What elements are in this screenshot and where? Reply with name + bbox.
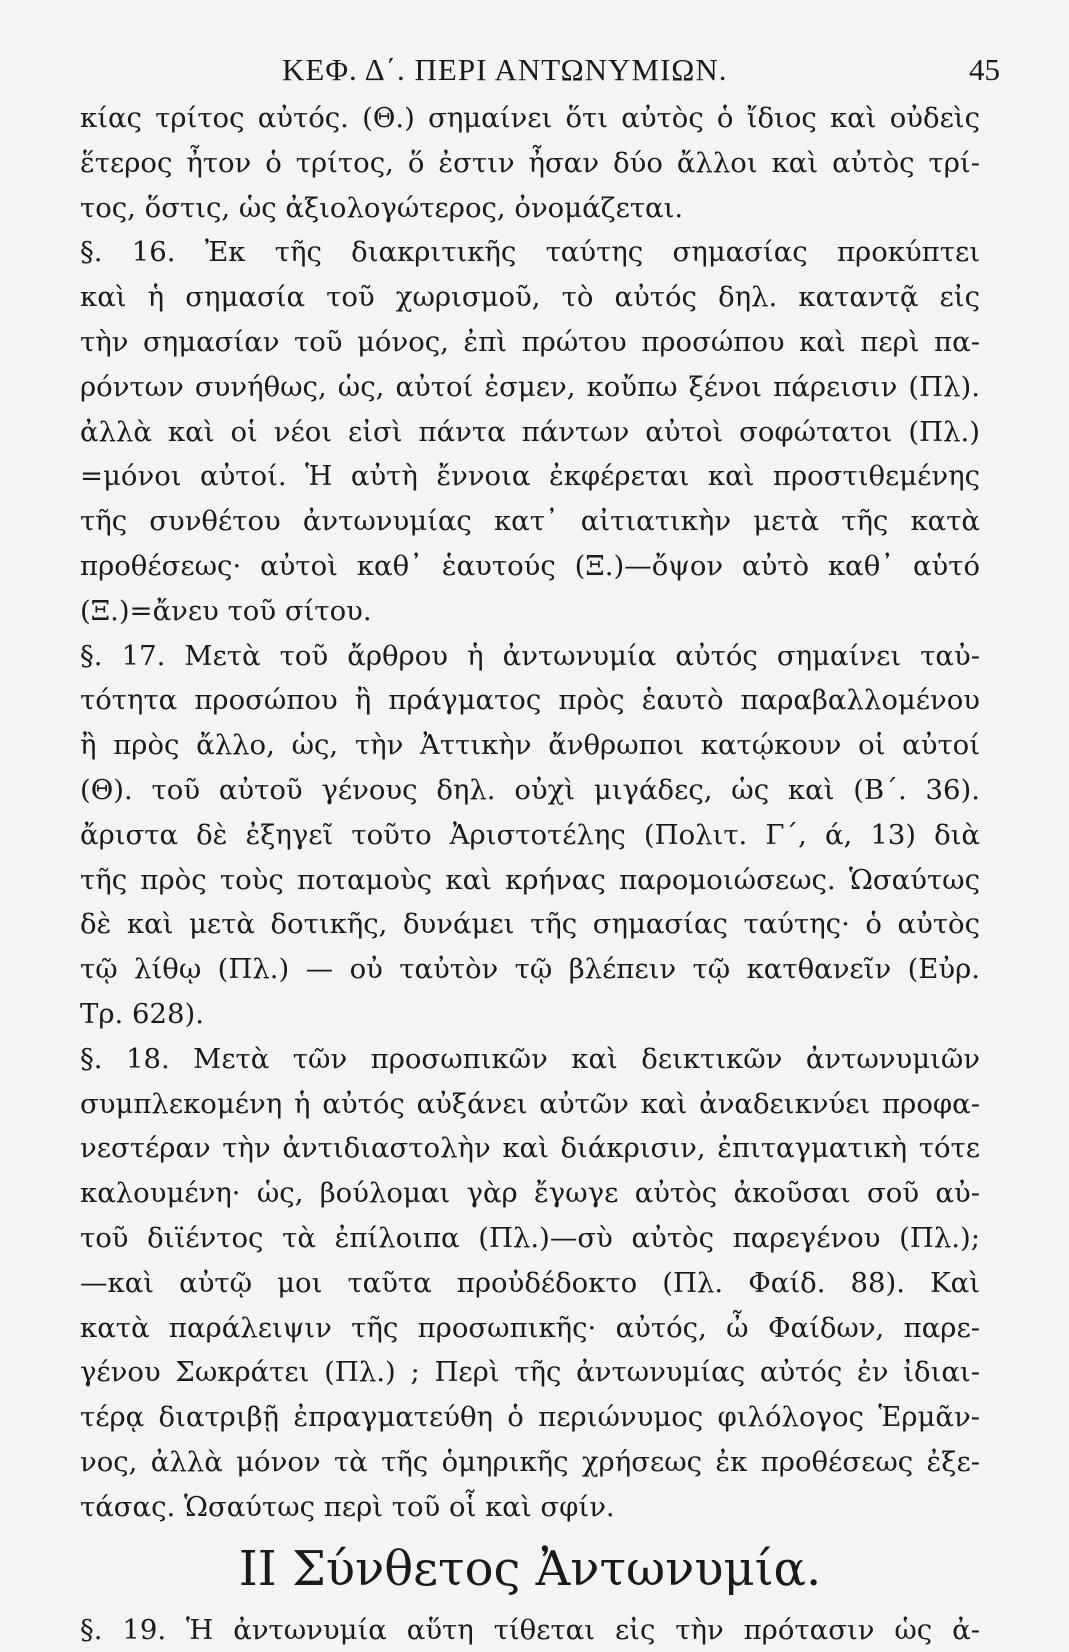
text-line: νος, ἀλλὰ μόνον τὰ τῆς ὁμηρικῆς χρήσεως ἐκ προθέσεως ἐξε- [80, 1440, 980, 1485]
text-line: §. 18. Μετὰ τῶν προσωπικῶν καὶ δεικτικῶν ἀντωνυμιῶν [80, 1037, 980, 1082]
text-line: §. 17. Μετὰ τοῦ ἄρθρου ἡ ἀντωνυμία αὐτός σημαίνει ταὐ- [80, 634, 980, 679]
text-line: τὴν σημασίαν τοῦ μόνος, ἐπὶ πρώτου προσώπου καὶ περὶ πα- [80, 320, 980, 365]
text-line: §. 16. Ἐκ τῆς διακριτικῆς ταύτης σημασίας προκύπτει [80, 230, 980, 275]
text-line: τῆς συνθέτου ἀντωνυμίας κατ᾽ αἰτιατικὴν μετὰ τῆς κατὰ [80, 499, 980, 544]
text-line: ἢ πρὸς ἄλλο, ὡς, τὴν Ἀττικὴν ἄνθρωποι κατῴκουν οἱ αὐτοί [80, 723, 980, 768]
text-line: τος, ὅστις, ὡς ἀξιολογώτερος, ὀνομάζεται. [80, 186, 980, 231]
text-line: τότητα προσώπου ἢ πράγματος πρὸς ἑαυτὸ παραβαλλομένου [80, 678, 980, 723]
page-header [70, 48, 1000, 94]
text-line: (Ξ.)=ἄνευ τοῦ σίτου. [80, 589, 980, 634]
text-line: ρόντων συνήθως, ὡς, αὐτοί ἐσμεν, κοὔπω ξένοι πάρεισιν (Πλ). [80, 365, 980, 410]
text-line: νεστέραν τὴν ἀντιδιαστολὴν καὶ διάκρισιν, ἐπιταγματικὴ τότε [80, 1126, 980, 1171]
page-number: 45 [969, 52, 1000, 88]
text-line: ἕτερος ἦτον ὁ τρίτος, ὅ ἐστιν ἦσαν δύο ἄλλοι καὶ αὐτὸς τρί- [80, 141, 980, 186]
text-line: συμπλεκομένη ἡ αὐτός αὐξάνει αὐτῶν καὶ ἀναδεικνύει προφα- [80, 1082, 980, 1127]
text-line: (Θ). τοῦ αὐτοῦ γένους δηλ. οὐχὶ μιγάδες, ὡς καὶ (Β΄. 36). [80, 768, 980, 813]
text-line: Τρ. 628). [80, 992, 980, 1037]
text-line: §. 19. Ἡ ἀντωνυμία αὕτη τίθεται εἰς τὴν πρότασιν ὡς ἀ- [80, 1608, 980, 1652]
text-line: τάσας. Ὡσαύτως περὶ τοῦ οἷ καὶ σφίν. [80, 1485, 980, 1530]
running-head: ΚΕΦ. Δ΄. ΠΕΡΙ ΑΝΤΩΝΥΜΙΩΝ. [282, 52, 727, 88]
text-line: ἀλλὰ καὶ οἱ νέοι εἰσὶ πάντα πάντων αὐτοὶ σοφώτατοι (Πλ.) [80, 410, 980, 455]
text-line: γένου Σωκράτει (Πλ.) ; Περὶ τῆς ἀντωνυμίας αὐτός ἐν ἰδιαι- [80, 1350, 980, 1395]
text-line: —καὶ αὐτῷ μοι ταῦτα προὐδέδοκτο (Πλ. Φαίδ. 88). Καὶ [80, 1261, 980, 1306]
text-line: κίας τρίτος αὐτός. (Θ.) σημαίνει ὅτι αὐτὸς ὁ ἴδιος καὶ οὐδεὶς [80, 96, 980, 141]
page-body [80, 96, 980, 1652]
text-line: τέρᾳ διατριβῇ ἐπραγματεύθη ὁ περιώνυμος φιλόλογος Ἑρμᾶν- [80, 1395, 980, 1440]
text-line: κατὰ παράλειψιν τῆς προσωπικῆς· αὐτός, ὦ Φαίδων, παρε- [80, 1306, 980, 1351]
text-line: καὶ ἡ σημασία τοῦ χωρισμοῦ, τὸ αὐτός δηλ. καταντᾷ εἰς [80, 275, 980, 320]
text-line: ἄριστα δὲ ἐξηγεῖ τοῦτο Ἀριστοτέλης (Πολιτ. Γ΄, ά, 13) διὰ [80, 813, 980, 858]
text-line: τοῦ διϊέντος τὰ ἐπίλοιπα (Πλ.)—σὺ αὐτὸς παρεγένου (Πλ.); [80, 1216, 980, 1261]
section-title: ΙΙ Σύνθετος Ἀντωνυμία. [80, 1530, 980, 1608]
text-line: τῆς πρὸς τοὺς ποταμοὺς καὶ κρήνας παρομοιώσεως. Ὡσαύτως [80, 858, 980, 903]
text-line: =μόνοι αὐτοί. Ἡ αὐτὴ ἔννοια ἐκφέρεται καὶ προστιθεμένης [80, 454, 980, 499]
text-line: τῷ λίθῳ (Πλ.) — οὐ ταὐτὸν τῷ βλέπειν τῷ κατθανεῖν (Εὐρ. [80, 947, 980, 992]
text-line: καλουμένη· ὡς, βούλομαι γὰρ ἔγωγε αὐτὸς ἀκοῦσαι σοῦ αὐ- [80, 1171, 980, 1216]
text-line: δὲ καὶ μετὰ δοτικῆς, δυνάμει τῆς σημασίας ταύτης· ὁ αὐτὸς [80, 902, 980, 947]
text-line: προθέσεως· αὐτοὶ καθ᾽ ἑαυτούς (Ξ.)—ὄψον αὐτὸ καθ᾽ αὑτό [80, 544, 980, 589]
